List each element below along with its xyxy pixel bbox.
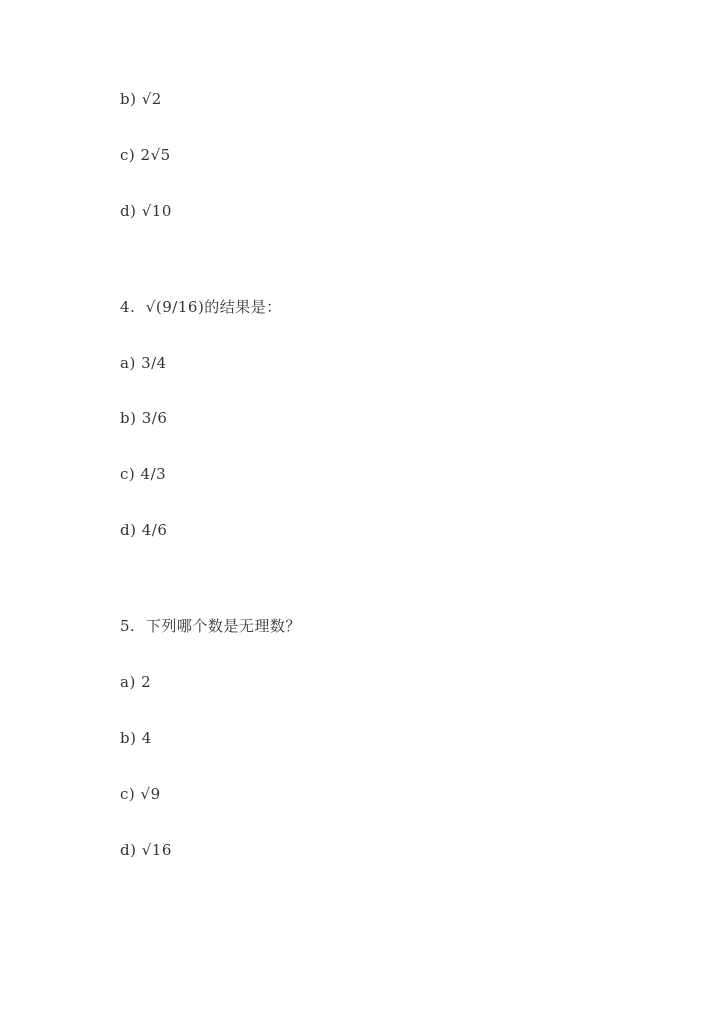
q4-option-b: b) 3/6 (120, 409, 168, 427)
q5-option-c: c) √9 (120, 785, 161, 803)
q3-option-d: d) √10 (120, 202, 172, 220)
q3-option-c: c) 2√5 (120, 146, 171, 164)
q4-option-c: c) 4/3 (120, 465, 167, 483)
q3-option-b: b) √2 (120, 90, 162, 108)
q4-option-d: d) 4/6 (120, 521, 168, 539)
q5-option-a: a) 2 (120, 673, 152, 691)
q5-question: 5. 下列哪个数是无理数？ (120, 617, 301, 635)
q5-option-d: d) √16 (120, 841, 172, 859)
q4-question: 4. √(9/16)的结果是： (120, 298, 282, 316)
q5-option-b: b) 4 (120, 729, 152, 747)
q4-option-a: a) 3/4 (120, 354, 167, 372)
